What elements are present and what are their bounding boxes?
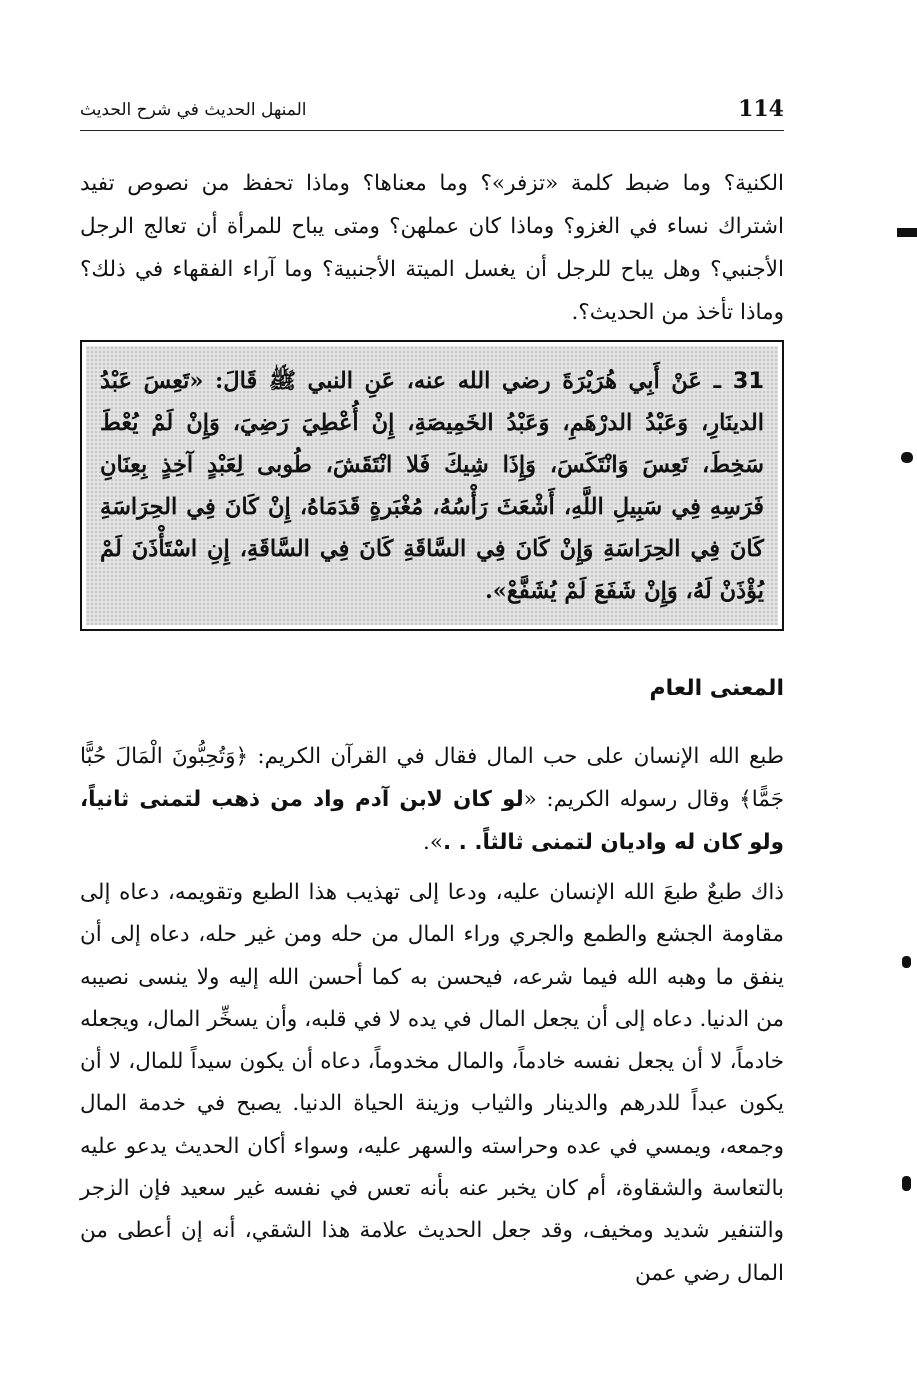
scan-mark [901,452,913,463]
para1-text-end: ». [423,830,444,855]
hadith-number: 31 ـ [713,368,764,394]
scan-mark [902,956,911,968]
intro-paragraph: الكنية؟ وما ضبط كلمة «تزفر»؟ وما معناها؟ وماذا تحفظ من نصوص تفيد اشتراك نساء في الغزو؟ وماذا كان عملهن؟ ومتى يباح للمرأة أن تعالج الرجل الأجنبي؟ وهل يباح للرجل أن يغسل الميتة الأجنبية؟ وما آراء الفقهاء في ذلك؟ وماذا تأخذ من الحديث؟. [80,171,784,325]
paragraph-2: ذاك طبعٌ طبعَ الله الإنسان عليه، ودعا إلى تهذيب هذا الطبع وتقويمه، دعاه إلى مقاومة الجشع والطمع والجري وراء المال من حله ومن غير حله، دعاه إلى أن ينفق ما وهبه الله فيما شرعه، فيحسن به كما أحسن الله إليه ولا ينسى نصيبه من الدنيا. دعاه إلى أن يجعل المال في يده لا في قلبه، وأن يسخِّر المال، ويجعله خادماً، لا أن يجعل نفسه خادماً، والمال مخدوماً، دعاه أن يكون سيداً للمال، لا أن يكون عبداً للدرهم والدينار والثياب وزينة الحياة الدنيا. يصبح في خدمة المال وجمعه، ويمسي في عده وحراسته والسهر عليه، وسواء أكان الحديث يدعو عليه بالتعاسة والشقاوة، أم كان يخبر عنه بأنه تعس في نفسه غير سعيد فإن الزجر والتنفير شديد ومخيف، وقد جعل الحديث علامة هذا الشقي، أنه إن أعطى من المال رضي عمن [80,880,784,1286]
para1-bold-quote: لو كان لابن آدم واد من ذهب لتمنى ثانياً، ولو كان له واديان لتمنى ثالثاً. . . [80,787,784,855]
running-title: المنهل الحديث في شرح الحديث [80,100,307,120]
hadith-text-block [86,346,778,625]
page-number: 114 [738,96,784,122]
hadith-text: عَنْ أَبِي هُرَيْرَةَ رضي الله عنه، عَنِ النبي ﷺ قَالَ: «تَعِسَ عَبْدُ الدينَارِ، وَعَبْدُ الدرْهَمِ، وَعَبْدُ الخَمِيصَةِ، إِنْ أُعْطِيَ رَضِيَ، وَإِنْ لَمْ يُعْطَ سَخِطَ، تَعِسَ وَانْتَكَسَ، وَإِذَا شِيكَ فَلا انْتَقَشَ، طُوبى لِعَبْدٍ آخِذٍ بِعِنَانِ فَرَسِهِ فِي سَبِيلِ اللَّهِ، أَشْعَثَ رَأْسُهُ، مُغْبَرةٍ قَدَمَاهُ، إِنْ كَانَ فِي الحِرَاسَةِ كَانَ فِي الحِرَاسَةِ وَإِنْ كَانَ فِي السَّاقَةِ كَانَ فِي السَّاقَةِ، إِنِ اسْتَأْذَنَ لَمْ يُؤْذَنْ لَهُ، وَإِنْ شَفَعَ لَمْ يُشَفَّعْ». [100,368,764,604]
hadith-box [80,340,784,631]
para1-text-start: طبع الله الإنسان على حب المال فقال في القرآن الكريم: ﴿وَتُحِبُّونَ الْمَالَ حُبًّا جَمًّا﴾ وقال رسوله الكريم: « [80,744,784,812]
scan-mark [897,228,917,237]
paragraph-1 [80,735,784,864]
page-header [80,90,784,131]
section-heading: المعنى العام [649,676,784,701]
scan-mark [902,1176,911,1191]
